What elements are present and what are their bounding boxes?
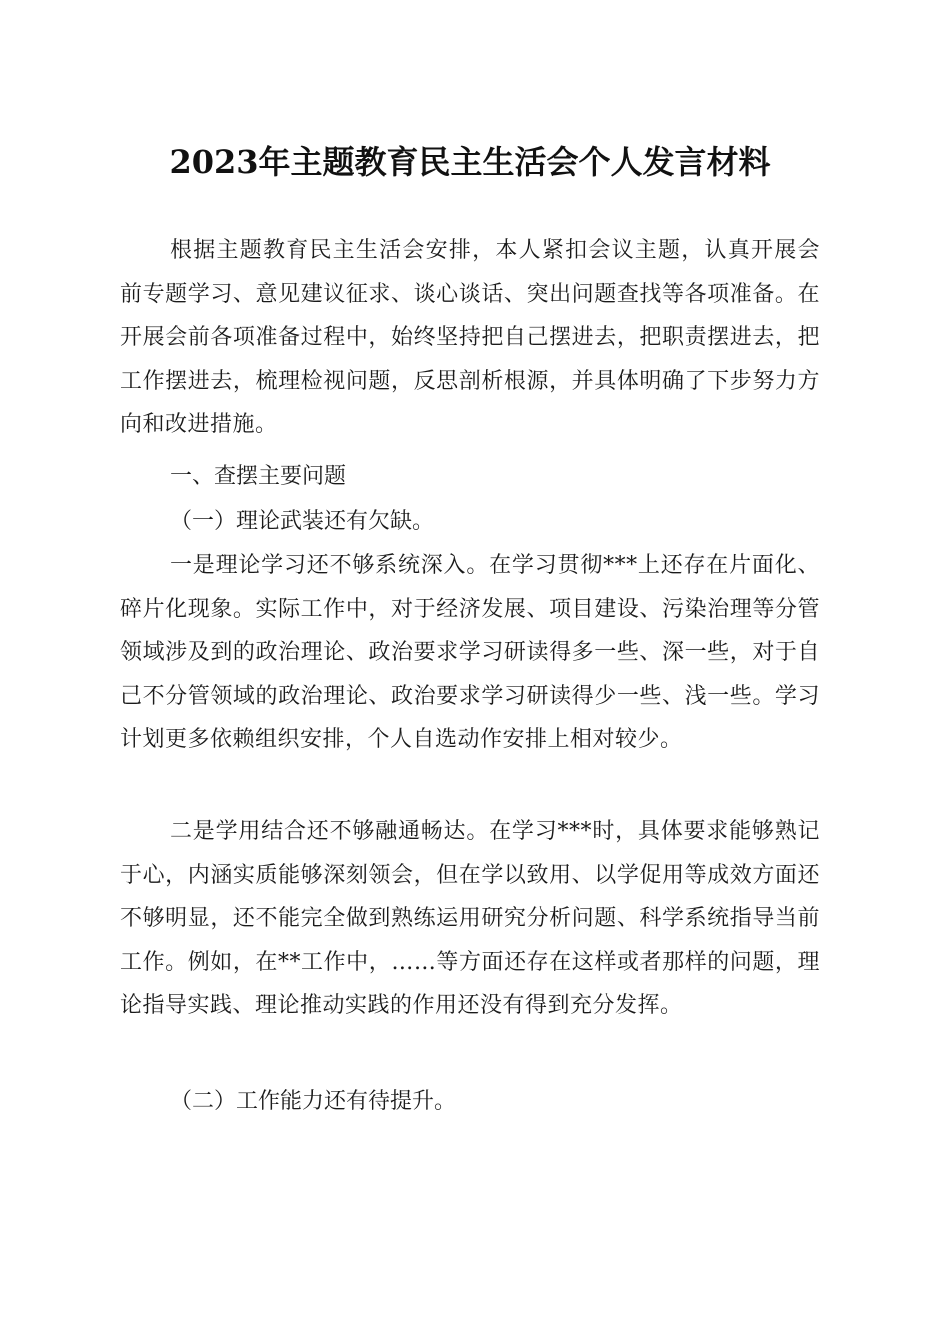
intro-paragraph: 根据主题教育民主生活会安排，本人紧扣会议主题，认真开展会前专题学习、意见建议征求、谈心谈话、突出问题查找等各项准备。在开展会前各项准备过程中，始终坚持把自己摆进去，把职责摆进去，把工作摆进去，梳理检视问题，反思剖析根源，并具体明确了下步努力方向和改进措施。 xyxy=(120,238,820,438)
section-heading-1: 一、查摆主要问题 xyxy=(170,464,347,489)
subsection-heading-2: （二）工作能力还有待提升。 xyxy=(170,1089,457,1114)
subsection-heading-1: （一）理论武装还有欠缺。 xyxy=(170,509,435,534)
point-paragraph-1: 一是理论学习还不够系统深入。在学习贯彻***上还存在片面化、碎片化现象。实际工作中，对于经济发展、项目建设、污染治理等分管领域涉及到的政治理论、政治要求学习研读得多一些、深一些，对于自己不分管领域的政治理论、政治要求学习研读得少一些、浅一些。学习计划更多依赖组织安排，个人自选动作安排上相对较少。 xyxy=(120,553,820,753)
point-paragraph-2: 二是学用结合还不够融通畅达。在学习***时，具体要求能够熟记于心，内涵实质能够深刻领会，但在学以致用、以学促用等成效方面还不够明显，还不能完全做到熟练运用研究分析问题、科学系统指导当前工作。例如，在**工作中，……等方面还存在这样或者那样的问题，理论指导实践、理论推动实践的作用还没有得到充分发挥。 xyxy=(120,819,820,1019)
document-title: 2023年主题教育民主生活会个人发言材料 xyxy=(169,143,771,181)
